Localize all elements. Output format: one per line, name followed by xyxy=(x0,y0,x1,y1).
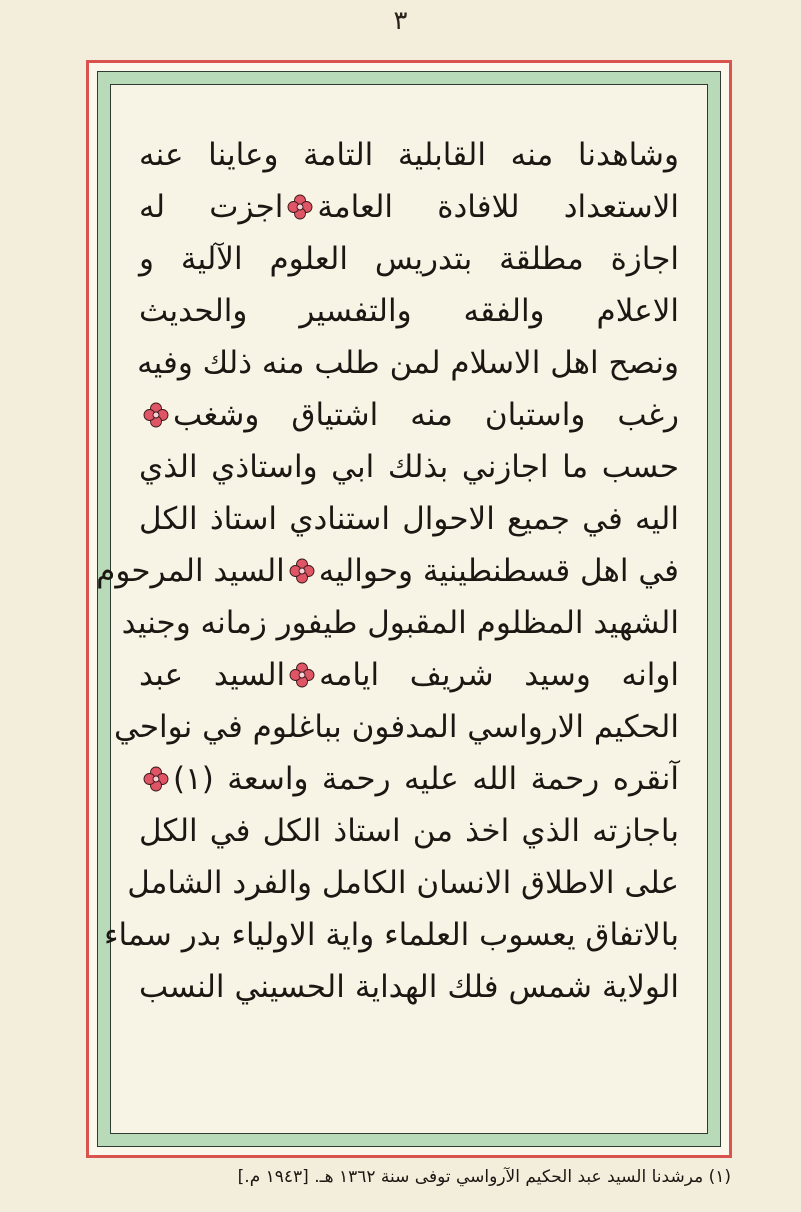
text-line xyxy=(139,181,679,233)
text-line xyxy=(139,285,679,337)
text-line xyxy=(139,753,679,805)
text-segment: ونصح اهل الاسلام لمن طلب منه ذلك وفيه xyxy=(137,345,679,381)
arabic-text-block xyxy=(96,129,679,1013)
text-line xyxy=(127,857,679,909)
page-frame xyxy=(86,60,732,1158)
text-line xyxy=(139,389,679,441)
text-segment: آنقره رحمة الله عليه رحمة واسعة (١) xyxy=(173,761,679,797)
text-segment: السيد عبد xyxy=(139,657,286,693)
rosette-flower-icon xyxy=(287,194,313,220)
text-segment: باجازته الذي اخذ من استاذ الكل في الكل xyxy=(139,813,679,849)
footnote: (١) مرشدنا السيد عبد الحكيم الآرواسي توفى سنة ١٣٦٢ هـ. [١٩٤٣ م.] xyxy=(237,1167,731,1187)
text-line xyxy=(139,233,679,285)
text-segment: رغب واستبان منه اشتياق وشغب xyxy=(173,397,679,433)
text-line xyxy=(139,337,679,389)
text-segment: حسب ما اجازني بذلك ابي واستاذي الذي xyxy=(139,449,679,485)
text-segment: اجزت له xyxy=(139,189,284,225)
text-line xyxy=(139,961,679,1013)
green-border-band xyxy=(97,71,721,1147)
text-segment: الحكيم الارواسي المدفون بباغلوم في نواحي xyxy=(114,709,679,745)
text-line xyxy=(96,545,679,597)
text-segment: الاعلام والفقه والتفسير والحديث xyxy=(139,293,679,329)
text-segment: وشاهدنا منه القابلية التامة وعاينا عنه xyxy=(139,137,679,173)
text-line xyxy=(139,441,679,493)
text-segment: اجازة مطلقة بتدريس العلوم الآلية و xyxy=(139,241,679,277)
text-segment: الاستعداد للافادة العامة xyxy=(317,189,679,225)
text-segment: السيد المرحوم xyxy=(96,553,285,589)
text-segment: في اهل قسطنطينية وحواليه xyxy=(318,553,679,589)
text-line xyxy=(139,129,679,181)
text-line xyxy=(139,493,679,545)
text-line xyxy=(139,805,679,857)
text-line xyxy=(114,701,679,753)
text-line xyxy=(103,909,679,961)
rosette-flower-icon xyxy=(289,662,315,688)
text-line xyxy=(139,649,679,701)
text-panel xyxy=(96,84,708,1134)
text-segment: اليه في جميع الاحوال استنادي استاذ الكل xyxy=(139,501,679,537)
text-segment: اوانه وسيد شريف ايامه xyxy=(319,657,679,693)
text-segment: على الاطلاق الانسان الكامل والفرد الشامل xyxy=(127,865,679,901)
text-segment: بالاتفاق يعسوب العلماء واية الاولياء بدر سماء xyxy=(103,917,679,953)
text-segment: الشهيد المظلوم المقبول طيفور زمانه وجنيد xyxy=(121,605,679,641)
rosette-flower-icon xyxy=(143,766,169,792)
rosette-flower-icon xyxy=(289,558,315,584)
rosette-flower-icon xyxy=(143,402,169,428)
text-segment: الولاية شمس فلك الهداية الحسيني النسب xyxy=(139,969,679,1005)
text-line xyxy=(121,597,679,649)
page-number: ٣ xyxy=(393,6,408,36)
